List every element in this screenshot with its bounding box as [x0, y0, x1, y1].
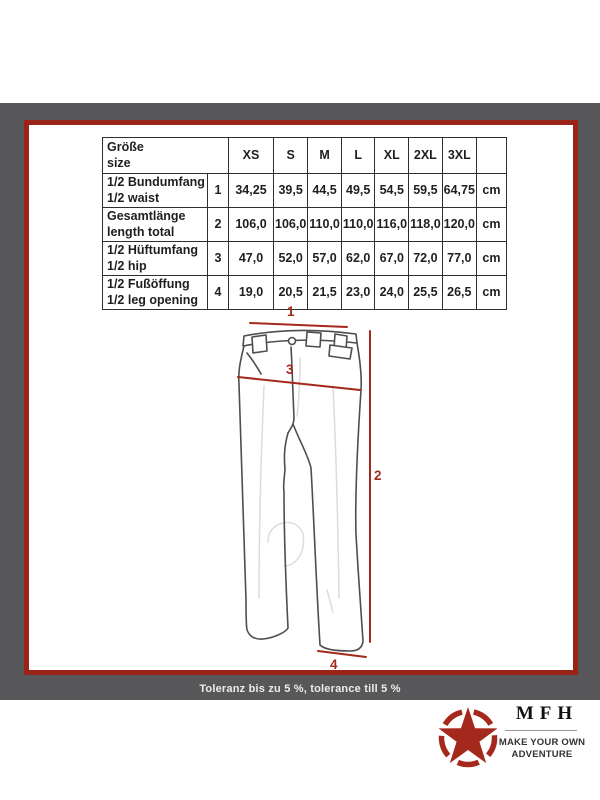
cell-value: 26,5 [442, 276, 476, 310]
mfh-logo [433, 703, 586, 775]
table-row-waist [103, 174, 507, 208]
row-label [103, 208, 208, 242]
cell-value: 116,0 [375, 208, 409, 242]
cell-value: 64,75 [442, 174, 476, 208]
header-size-label-en: size [107, 155, 131, 170]
table-header-row [103, 138, 507, 174]
col-header-s: S [274, 138, 308, 174]
cell-value: 72,0 [409, 242, 443, 276]
row-label [103, 174, 208, 208]
table-row-hip [103, 242, 507, 276]
cell-value: 23,0 [341, 276, 375, 310]
cell-value: 49,5 [341, 174, 375, 208]
cell-value: 57,0 [308, 242, 342, 276]
col-header-xl: XL [375, 138, 409, 174]
col-header-l: L [341, 138, 375, 174]
size-table [102, 137, 507, 310]
row-number: 2 [208, 208, 229, 242]
header-size-label-de: Größe [107, 140, 144, 155]
cell-unit: cm [476, 276, 506, 310]
cell-value: 110,0 [308, 208, 342, 242]
cell-value: 118,0 [409, 208, 443, 242]
cell-unit: cm [476, 174, 506, 208]
table-row-length [103, 208, 507, 242]
cell-unit: cm [476, 208, 506, 242]
tagline-line1: MAKE YOUR OWN [498, 737, 586, 748]
cell-value: 20,5 [274, 276, 308, 310]
measure-label-length: 2 [374, 468, 382, 483]
row-number: 4 [208, 276, 229, 310]
row-label-en: length total [107, 224, 175, 239]
logo-divider [505, 730, 577, 731]
row-label-en: 1/2 waist [107, 190, 160, 205]
cell-value: 62,0 [341, 242, 375, 276]
col-header-m: M [308, 138, 342, 174]
row-number: 1 [208, 174, 229, 208]
measure-label-hip: 3 [286, 362, 294, 377]
cell-value: 106,0 [229, 208, 274, 242]
header-size-label [103, 138, 229, 174]
cell-value: 106,0 [274, 208, 308, 242]
measure-label-waist: 1 [287, 304, 295, 319]
row-number: 3 [208, 242, 229, 276]
row-label-en: 1/2 hip [107, 258, 147, 273]
cell-value: 110,0 [341, 208, 375, 242]
cell-value: 39,5 [274, 174, 308, 208]
row-label-de: Gesamtlänge [107, 209, 186, 224]
gray-frame [0, 103, 600, 760]
cell-value: 19,0 [229, 276, 274, 310]
mfh-star-icon [435, 705, 501, 771]
row-label-en: 1/2 leg opening [107, 292, 198, 307]
cell-value: 67,0 [375, 242, 409, 276]
cell-value: 77,0 [442, 242, 476, 276]
cell-value: 21,5 [308, 276, 342, 310]
row-label-de: 1/2 Hüftumfang [107, 243, 198, 258]
row-label [103, 242, 208, 276]
cell-value: 25,5 [409, 276, 443, 310]
col-header-2xl: 2XL [409, 138, 443, 174]
cell-value: 54,5 [375, 174, 409, 208]
tagline-line2: ADVENTURE [511, 748, 573, 760]
row-label-de: 1/2 Fußöffung [107, 277, 190, 292]
brand-name: MFH [515, 703, 579, 724]
cell-unit: cm [476, 242, 506, 276]
row-label-de: 1/2 Bundumfang [107, 175, 205, 190]
measure-label-leg: 4 [330, 657, 338, 672]
cell-value: 59,5 [409, 174, 443, 208]
col-header-xs: XS [229, 138, 274, 174]
cell-value: 52,0 [274, 242, 308, 276]
cell-value: 34,25 [229, 174, 274, 208]
cell-value: 44,5 [308, 174, 342, 208]
row-label [103, 276, 208, 310]
col-header-unit [476, 138, 506, 174]
col-header-3xl: 3XL [442, 138, 476, 174]
cell-value: 47,0 [229, 242, 274, 276]
tolerance-note: Toleranz bis zu 5 %, tolerance till 5 % [199, 683, 401, 695]
table-row-leg-opening [103, 276, 507, 310]
cell-value: 120,0 [442, 208, 476, 242]
cell-value: 24,0 [375, 276, 409, 310]
